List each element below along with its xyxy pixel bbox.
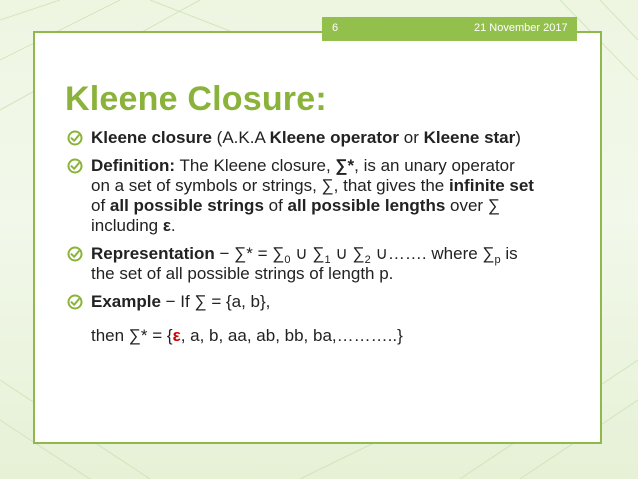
bullet-definition bbox=[67, 156, 537, 236]
epsilon-red: ε bbox=[172, 326, 181, 345]
bullet-text: ∪ ∑ bbox=[290, 244, 325, 263]
bullet-text: ∪ ∑ bbox=[330, 244, 365, 263]
bullet-text: − ∑* = ∑ bbox=[214, 244, 285, 263]
slide-title: Kleene Closure: bbox=[65, 80, 327, 118]
representation-label: Representation bbox=[91, 244, 215, 263]
bullet-text: − If ∑ = {a, b}, bbox=[160, 292, 271, 311]
term-infinite-set: infinite set bbox=[448, 176, 534, 195]
slide-date: 21 November 2017 bbox=[474, 22, 568, 34]
bullet-text: . bbox=[170, 216, 176, 235]
term-all-possible-lengths: all possible lengths bbox=[287, 196, 446, 215]
term-all-possible-strings: all possible strings bbox=[109, 196, 264, 215]
subscript: 2 bbox=[364, 254, 371, 266]
bullet-text: is the set of all possible strings of length p. bbox=[91, 244, 518, 283]
bullet-representation bbox=[67, 244, 537, 284]
continuation-text: then ∑* = { bbox=[91, 326, 173, 345]
hollow-circle-check-icon bbox=[67, 294, 83, 310]
bullet-text: or bbox=[399, 128, 424, 147]
term-kleene-star: Kleene star bbox=[423, 128, 516, 147]
bullet-text: ∪……. where ∑ bbox=[370, 244, 495, 263]
subscript: 1 bbox=[324, 254, 331, 266]
slide-number: 6 bbox=[332, 22, 339, 34]
slide-body bbox=[67, 128, 537, 346]
term-kleene-closure: Kleene closure bbox=[91, 128, 212, 147]
term-kleene-operator: Kleene operator bbox=[269, 128, 400, 147]
bullet-text: , is an unary operator on a set of symbols or strings, ∑, that gives the bbox=[91, 156, 515, 195]
example-label: Example bbox=[91, 292, 161, 311]
hollow-circle-check-icon bbox=[67, 158, 83, 174]
continuation-text: , a, b, aa, ab, bb, ba,………..} bbox=[180, 326, 403, 345]
sigma-star: ∑* bbox=[335, 156, 355, 175]
bullet-text: The Kleene closure, bbox=[175, 156, 336, 175]
bullet-text: of bbox=[263, 196, 288, 215]
epsilon-symbol: ε bbox=[162, 216, 171, 235]
subscript: 0 bbox=[284, 254, 291, 266]
definition-label: Definition: bbox=[91, 156, 176, 175]
bullet-text: over ∑ including bbox=[91, 196, 500, 235]
hollow-circle-check-icon bbox=[67, 246, 83, 262]
bullet-kleene-closure bbox=[67, 128, 537, 148]
bullet-text: (A.K.A bbox=[211, 128, 270, 147]
bullet-example bbox=[67, 292, 537, 312]
bullet-text: of bbox=[91, 196, 110, 215]
hollow-circle-check-icon bbox=[67, 130, 83, 146]
example-continuation bbox=[67, 326, 537, 346]
bullet-text: ) bbox=[515, 128, 521, 147]
subscript: p bbox=[494, 254, 501, 266]
